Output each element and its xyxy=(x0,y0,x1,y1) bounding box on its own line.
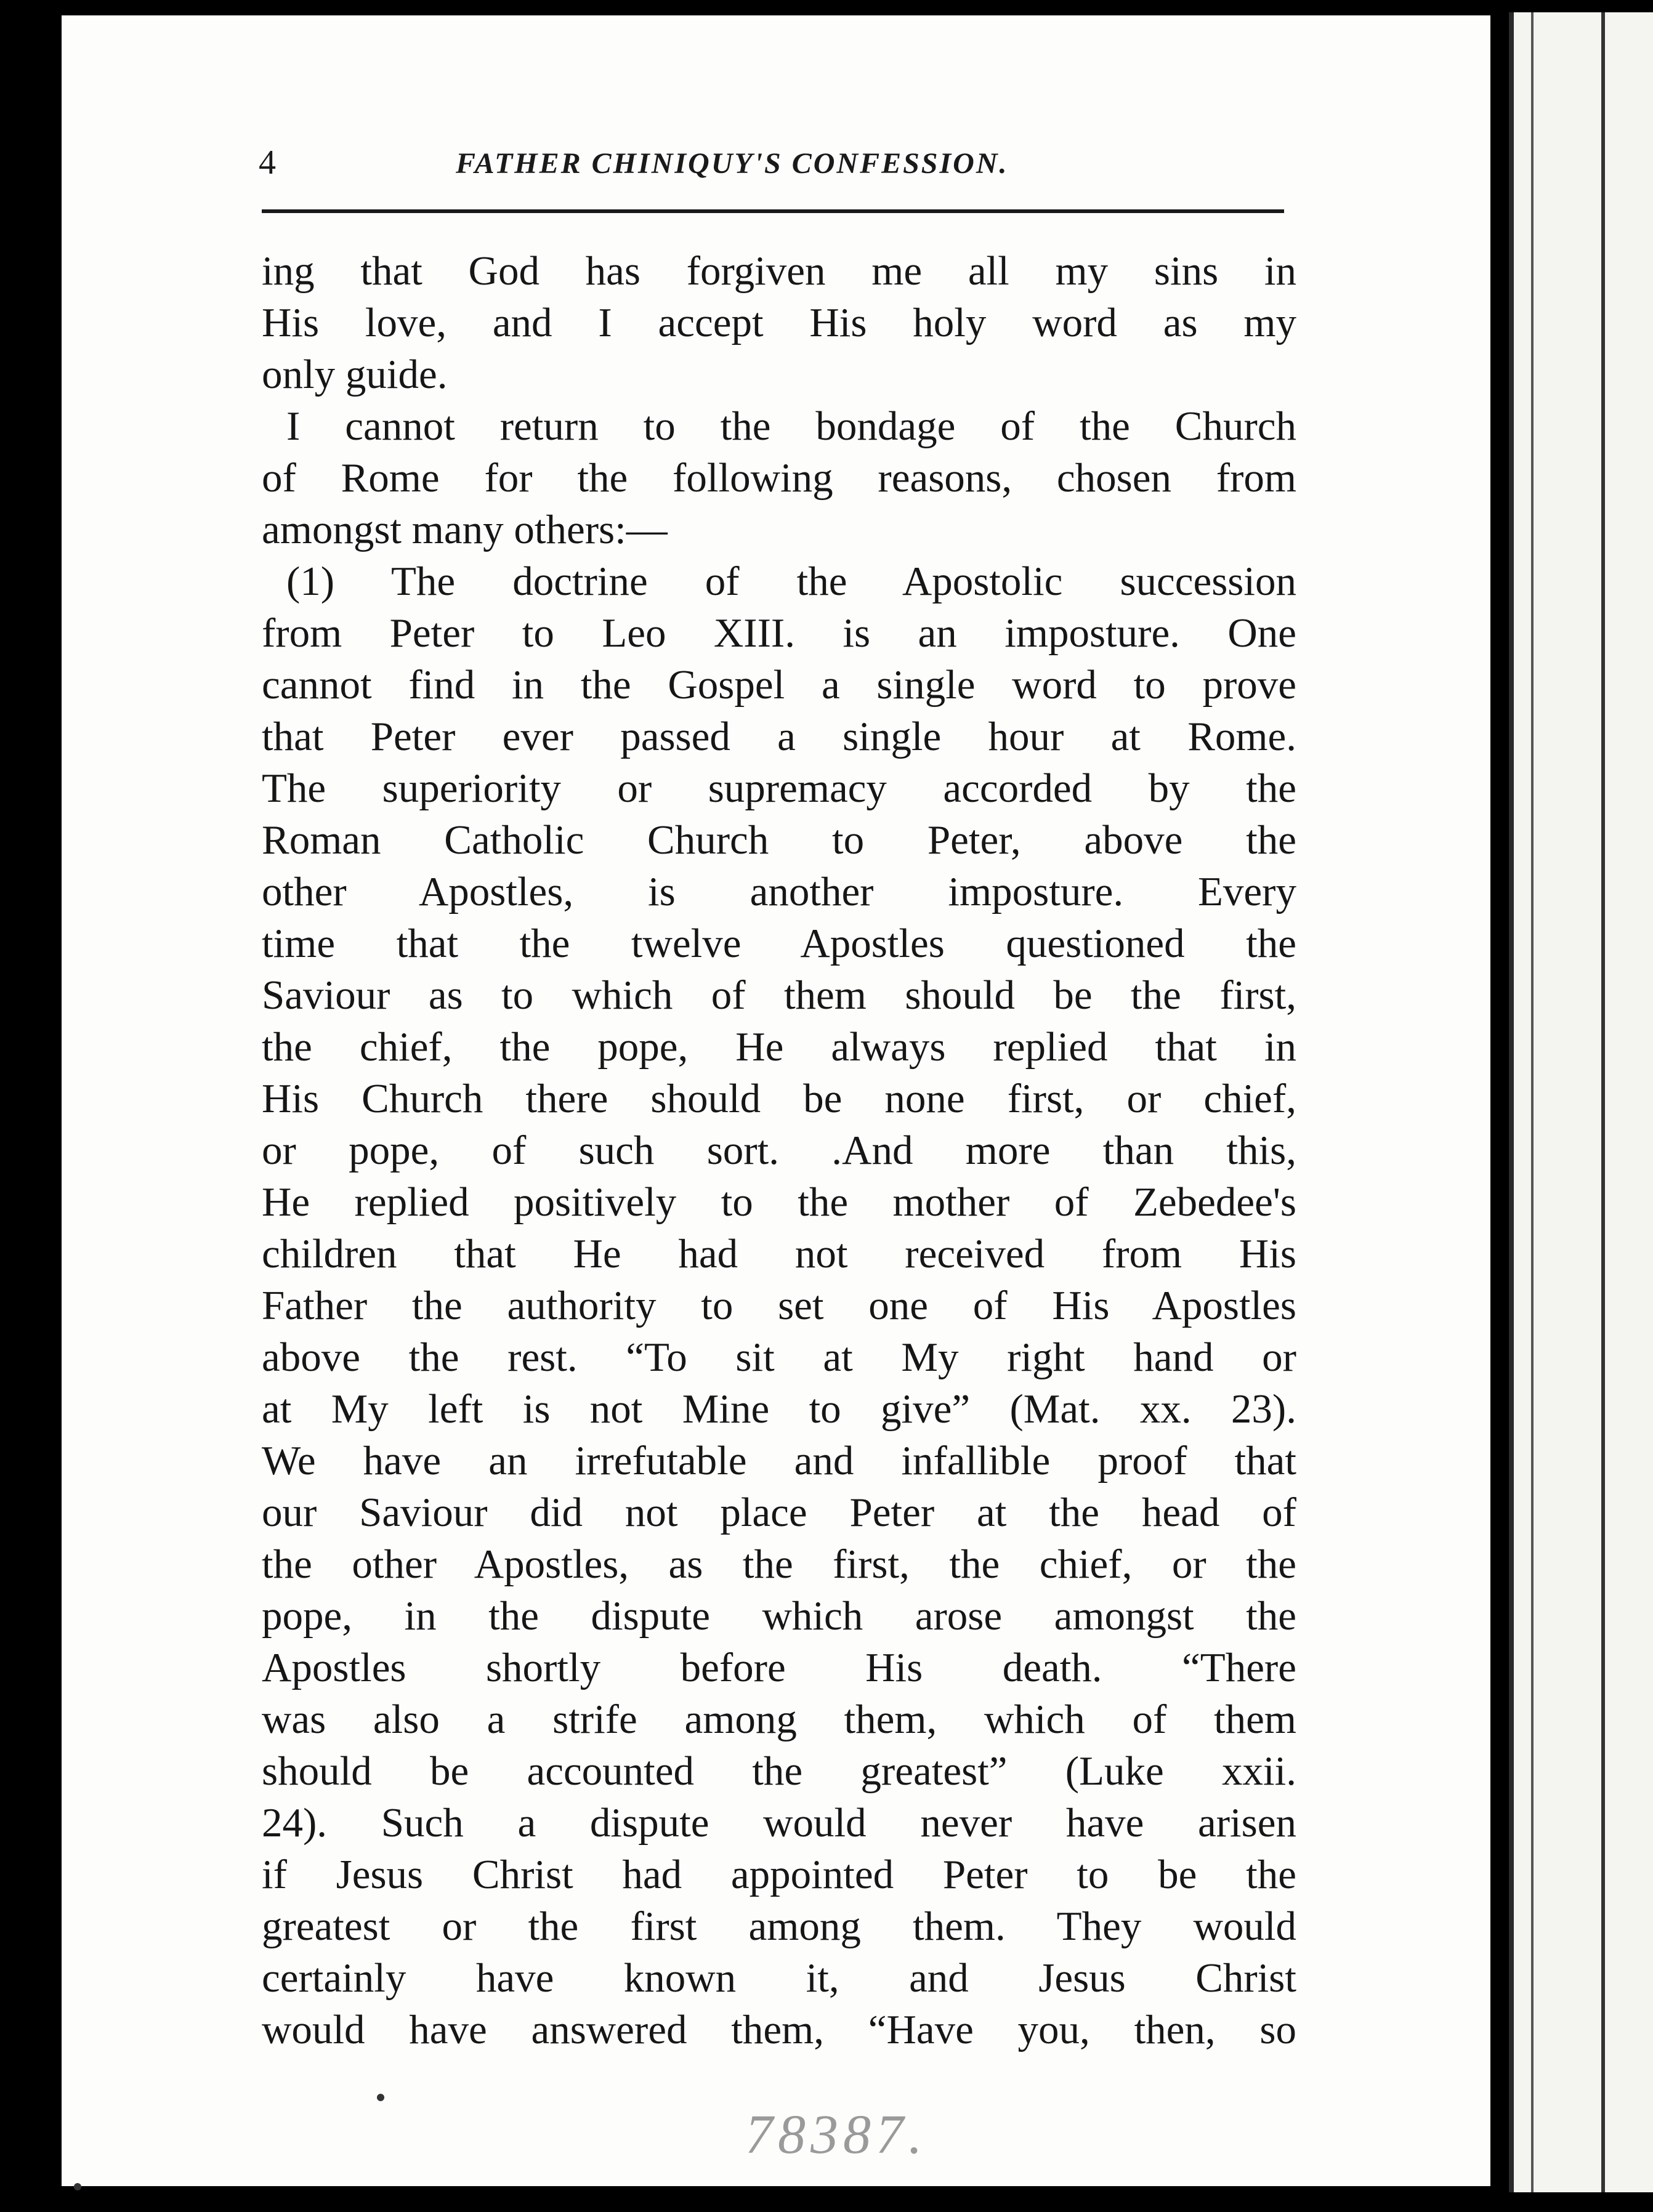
text-line: from Peter to Leo XIII. is an imposture. One xyxy=(262,610,1296,656)
text-line: children that He had not received from His xyxy=(262,1231,1296,1277)
text-line: The superiority or supremacy accorded by the xyxy=(262,765,1296,811)
text-line: (1) The doctrine of the Apostolic succession xyxy=(286,559,1296,604)
text-line: His Church there should be none first, or chief, xyxy=(262,1076,1296,1121)
text-line: greatest or the first among them. They would xyxy=(262,1903,1296,1949)
text-line: Saviour as to which of them should be the first, xyxy=(262,972,1296,1018)
text-line: Apostles shortly before His death. “There xyxy=(262,1645,1296,1690)
page-edge-line xyxy=(1531,12,1534,2192)
text-line: ing that God has forgiven me all my sins in xyxy=(262,248,1296,294)
text-line: our Saviour did not place Peter at the head of xyxy=(262,1490,1296,1535)
text-line: certainly have known it, and Jesus Christ xyxy=(262,1955,1296,2001)
body-text xyxy=(262,245,1296,2056)
text-line: other Apostles, is another imposture. Every xyxy=(262,869,1296,914)
text-line: of Rome for the following reasons, chosen from xyxy=(262,455,1296,501)
text-line: Roman Catholic Church to Peter, above the xyxy=(262,817,1296,863)
text-line: would have answered them, “Have you, then, so xyxy=(262,2007,1296,2053)
text-line: amongst many others:— xyxy=(262,507,668,552)
text-line: above the rest. “To sit at My right hand or xyxy=(262,1334,1296,1380)
text-line: His love, and I accept His holy word as my xyxy=(262,300,1296,345)
handwritten-catalog-number: 78387. xyxy=(745,2104,928,2165)
header-rule xyxy=(262,209,1284,213)
adjacent-page-edge xyxy=(1509,12,1653,2192)
text-line: should be accounted the greatest” (Luke xxii. xyxy=(262,1748,1296,1794)
text-line: He replied positively to the mother of Zebedee's xyxy=(262,1179,1296,1225)
text-line: time that the twelve Apostles questioned the xyxy=(262,921,1296,966)
text-line: cannot find in the Gospel a single word to prove xyxy=(262,662,1296,708)
text-line: 24). Such a dispute would never have arisen xyxy=(262,1800,1296,1846)
text-line: was also a strife among them, which of them xyxy=(262,1697,1296,1742)
text-line: I cannot return to the bondage of the Church xyxy=(286,403,1296,449)
page-number: 4 xyxy=(259,143,276,182)
ink-speck xyxy=(74,2183,81,2190)
text-line: the chief, the pope, He always replied that in xyxy=(262,1024,1296,1070)
text-line: pope, in the dispute which arose amongst the xyxy=(262,1593,1296,1639)
page-edge-line xyxy=(1601,12,1605,2192)
ink-speck xyxy=(377,2094,384,2101)
text-line: only guide. xyxy=(262,352,448,397)
text-line: We have an irrefutable and infallible proof that xyxy=(262,1438,1296,1483)
text-line: or pope, of such sort. .And more than this, xyxy=(262,1128,1296,1173)
text-line: at My left is not Mine to give” (Mat. xx. 23). xyxy=(262,1386,1296,1432)
text-line: that Peter ever passed a single hour at Rome. xyxy=(262,714,1296,759)
text-line: if Jesus Christ had appointed Peter to be the xyxy=(262,1852,1296,1897)
running-title: FATHER CHINIQUY'S CONFESSION. xyxy=(456,147,1009,180)
text-line: Father the authority to set one of His Apostles xyxy=(262,1283,1296,1328)
text-line: the other Apostles, as the first, the chief, or the xyxy=(262,1541,1296,1587)
page-gutter-shadow xyxy=(1509,12,1514,2192)
